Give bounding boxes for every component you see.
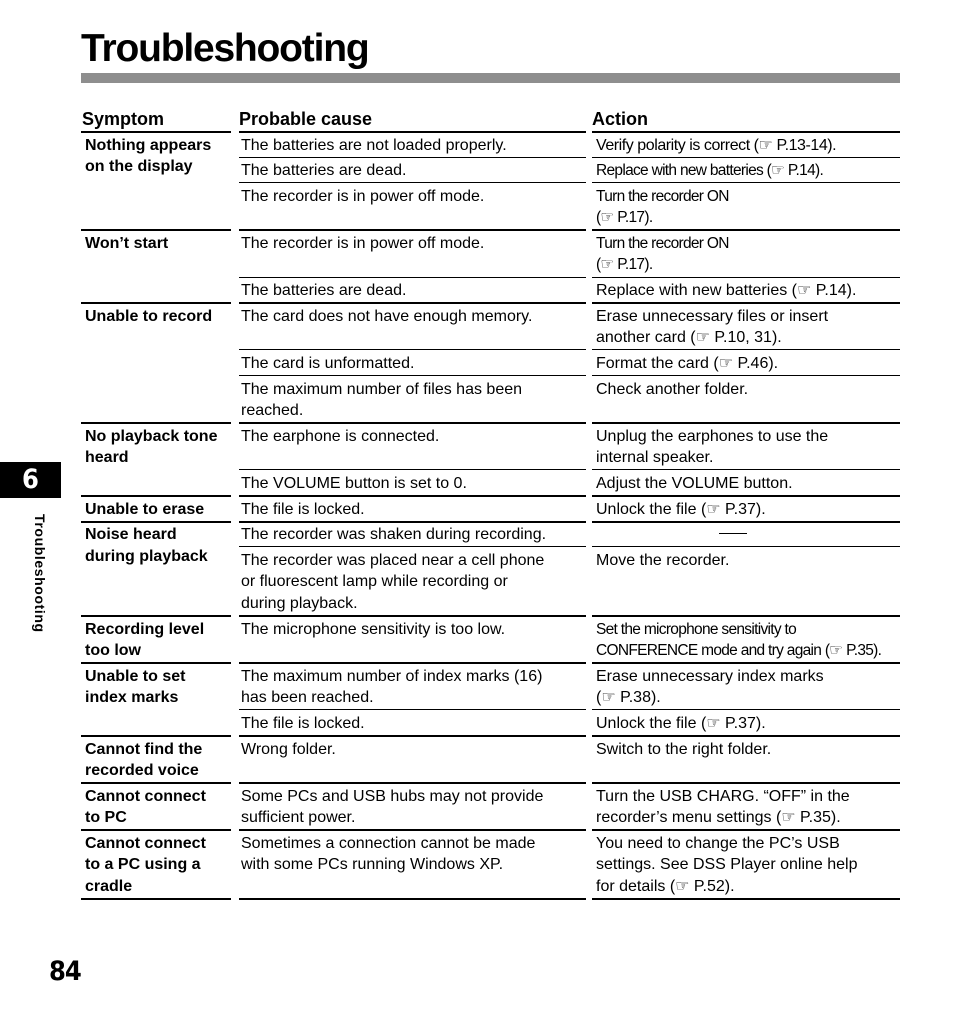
probable-cause-cell-line: The file is locked. <box>241 500 365 518</box>
group-divider <box>81 495 231 497</box>
action-cell-line: Format the card (☞ P.46). <box>596 354 779 372</box>
symptom-cell-line: index marks <box>85 689 179 707</box>
symptom-cell <box>85 135 231 178</box>
action-cell <box>596 280 898 302</box>
action-cell <box>596 233 898 276</box>
action-cell-line: Turn the recorder ON <box>596 187 729 205</box>
row-divider <box>239 615 586 617</box>
row-divider <box>239 546 586 547</box>
row-divider <box>239 182 586 183</box>
row-divider <box>592 829 900 831</box>
row-divider <box>239 495 586 497</box>
probable-cause-cell <box>241 619 581 641</box>
probable-cause-cell-line: or fluorescent lamp while recording or <box>241 573 508 591</box>
group-divider <box>81 829 231 831</box>
chapter-side-label: Troubleshooting <box>32 514 48 633</box>
symptom-cell <box>85 666 231 709</box>
symptom-cell-line: Unable to set <box>85 667 186 685</box>
probable-cause-cell <box>241 666 581 709</box>
row-divider <box>592 277 900 278</box>
row-divider <box>592 709 900 710</box>
row-divider <box>592 229 900 231</box>
group-divider <box>81 521 231 523</box>
group-divider <box>81 302 231 304</box>
row-divider <box>592 898 900 900</box>
probable-cause-cell-line: The recorder was shaken during recording. <box>241 526 547 544</box>
symptom-cell <box>85 306 231 328</box>
group-divider <box>81 735 231 737</box>
probable-cause-cell <box>241 550 581 615</box>
header-rule <box>592 131 900 133</box>
probable-cause-cell <box>241 426 581 448</box>
action-cell <box>596 160 898 182</box>
row-divider <box>239 469 586 470</box>
action-cell <box>596 713 898 735</box>
action-cell-line: Erase unnecessary files or insert <box>596 307 829 325</box>
row-divider <box>239 709 586 710</box>
action-cell-line: Unlock the file (☞ P.37). <box>596 500 766 518</box>
row-divider <box>239 898 586 900</box>
probable-cause-cell <box>241 833 581 876</box>
action-cell-line: Set the microphone sensitivity to <box>596 620 797 638</box>
symptom-cell-line: Cannot connect <box>85 787 206 805</box>
symptom-cell-line: Nothing appears <box>85 136 212 154</box>
probable-cause-cell <box>241 739 581 761</box>
action-cell <box>596 550 898 572</box>
probable-cause-cell-line: The earphone is connected. <box>241 427 440 445</box>
probable-cause-cell-line: The microphone sensitivity is too low. <box>241 620 506 638</box>
symptom-cell-line: Cannot connect <box>85 834 206 852</box>
action-cell <box>596 353 898 375</box>
probable-cause-cell <box>241 473 581 495</box>
row-divider <box>592 521 900 523</box>
probable-cause-cell-line: with some PCs running Windows XP. <box>241 856 504 874</box>
action-cell-line: recorder’s menu settings (☞ P.35). <box>596 809 841 827</box>
row-divider <box>239 375 586 376</box>
symptom-cell-line: heard <box>85 449 129 467</box>
probable-cause-cell-line: The VOLUME button is set to 0. <box>241 474 467 492</box>
action-cell-line: Unplug the earphones to use the <box>596 427 829 445</box>
action-cell-line: Move the recorder. <box>596 551 730 569</box>
probable-cause-cell <box>241 280 581 302</box>
symptom-cell-line: to PC <box>85 809 127 827</box>
action-cell-line: Verify polarity is correct (☞ P.13-14). <box>596 136 837 154</box>
symptom-cell <box>85 524 231 567</box>
action-cell-line: (☞ P.38). <box>596 689 661 707</box>
row-divider <box>592 615 900 617</box>
row-divider <box>592 375 900 376</box>
symptom-cell-line: Won’t start <box>85 234 169 252</box>
symptom-cell-line: Unable to erase <box>85 500 205 518</box>
probable-cause-cell-line: The maximum number of index marks (16) <box>241 667 543 685</box>
probable-cause-cell-line: Wrong folder. <box>241 740 336 758</box>
row-divider <box>239 229 586 231</box>
row-divider <box>592 422 900 424</box>
row-divider <box>592 546 900 547</box>
action-cell-line: (☞ P.17). <box>596 209 653 227</box>
action-cell <box>596 135 898 157</box>
action-cell-line: for details (☞ P.52). <box>596 878 735 896</box>
row-divider <box>592 302 900 304</box>
row-divider <box>239 157 586 158</box>
probable-cause-cell-line: The card is unformatted. <box>241 354 415 372</box>
action-cell <box>596 619 898 662</box>
symptom-cell-line: No playback tone <box>85 427 218 445</box>
probable-cause-cell-line: The maximum number of files has been <box>241 380 523 398</box>
header-rule <box>81 131 231 133</box>
symptom-cell-line: to a PC using a <box>85 856 201 874</box>
action-cell-line: You need to change the PC’s USB <box>596 834 840 852</box>
row-divider <box>239 521 586 523</box>
page-number: 84 <box>49 956 81 987</box>
row-divider <box>239 277 586 278</box>
row-divider <box>592 735 900 737</box>
action-cell-line: Turn the recorder ON <box>596 234 729 252</box>
probable-cause-cell-line: The recorder was placed near a cell phone <box>241 551 545 569</box>
action-cell <box>596 739 898 761</box>
probable-cause-cell-line: The batteries are dead. <box>241 282 407 300</box>
probable-cause-cell <box>241 524 581 546</box>
group-divider <box>81 898 231 900</box>
action-cell-line: settings. See DSS Player online help <box>596 856 858 874</box>
page-title: Troubleshooting <box>81 27 369 70</box>
action-cell <box>596 426 898 469</box>
symptom-cell-line: Unable to record <box>85 307 213 325</box>
action-cell-line: Erase unnecessary index marks <box>596 667 824 685</box>
probable-cause-cell-line: The batteries are dead. <box>241 162 407 180</box>
action-cell <box>596 833 898 898</box>
action-cell-line: Replace with new batteries (☞ P.14). <box>596 282 857 300</box>
action-cell-line: Turn the USB CHARG. “OFF” in the <box>596 787 850 805</box>
action-cell <box>596 666 898 709</box>
row-divider <box>592 782 900 784</box>
action-cell-line: Adjust the VOLUME button. <box>596 474 793 492</box>
probable-cause-cell-line: The file is locked. <box>241 714 365 732</box>
probable-cause-cell-line: reached. <box>241 402 304 420</box>
column-header-action: Action <box>592 109 648 129</box>
symptom-cell-line: Recording level <box>85 620 205 638</box>
row-divider <box>592 469 900 470</box>
header-rule <box>239 131 586 133</box>
probable-cause-cell <box>241 160 581 182</box>
probable-cause-cell <box>241 499 581 521</box>
probable-cause-cell-line: The recorder is in power off mode. <box>241 187 485 205</box>
row-divider <box>592 662 900 664</box>
row-divider <box>239 829 586 831</box>
action-cell-line: Replace with new batteries (☞ P.14). <box>596 162 824 180</box>
symptom-cell <box>85 833 231 898</box>
probable-cause-cell <box>241 353 581 375</box>
probable-cause-cell <box>241 233 581 255</box>
probable-cause-cell-line: sufficient power. <box>241 809 356 827</box>
action-cell-line: CONFERENCE mode and try again (☞ P.35). <box>596 642 882 660</box>
action-cell-line: another card (☞ P.10, 31). <box>596 329 782 347</box>
symptom-cell <box>85 786 231 829</box>
group-divider <box>81 422 231 424</box>
row-divider <box>239 349 586 350</box>
probable-cause-cell-line: Some PCs and USB hubs may not provide <box>241 787 544 805</box>
probable-cause-cell-line: The card does not have enough memory. <box>241 307 533 325</box>
probable-cause-cell <box>241 379 581 422</box>
symptom-cell <box>85 499 231 521</box>
symptom-cell-line: too low <box>85 642 141 660</box>
symptom-cell <box>85 619 231 662</box>
symptom-cell <box>85 426 231 469</box>
row-divider <box>592 495 900 497</box>
symptom-cell-line: Noise heard <box>85 526 177 544</box>
action-cell <box>596 473 898 495</box>
probable-cause-cell-line: has been reached. <box>241 689 374 707</box>
symptom-cell-line: recorded voice <box>85 762 199 780</box>
probable-cause-cell-line: The recorder is in power off mode. <box>241 234 485 252</box>
action-cell-line: Unlock the file (☞ P.37). <box>596 714 766 732</box>
probable-cause-cell-line: Sometimes a connection cannot be made <box>241 834 536 852</box>
row-divider <box>239 735 586 737</box>
action-cell <box>596 786 898 829</box>
row-divider <box>592 157 900 158</box>
symptom-cell <box>85 739 231 782</box>
symptom-cell-line: on the display <box>85 158 193 176</box>
probable-cause-cell <box>241 135 581 157</box>
action-cell-line: Check another folder. <box>596 380 749 398</box>
group-divider <box>81 615 231 617</box>
row-divider <box>239 662 586 664</box>
symptom-cell-line: Cannot find the <box>85 740 203 758</box>
row-divider <box>239 422 586 424</box>
column-header-cause: Probable cause <box>239 109 373 129</box>
action-cell <box>596 499 898 521</box>
group-divider <box>81 229 231 231</box>
action-cell-line: internal speaker. <box>596 449 714 467</box>
probable-cause-cell <box>241 713 581 735</box>
row-divider <box>239 302 586 304</box>
probable-cause-cell-line: The batteries are not loaded properly. <box>241 136 507 154</box>
symptom-cell-line: cradle <box>85 878 133 896</box>
row-divider <box>592 182 900 183</box>
column-header-symptom: Symptom <box>82 109 165 129</box>
group-divider <box>81 782 231 784</box>
probable-cause-cell <box>241 786 581 829</box>
action-cell <box>596 186 898 229</box>
chapter-number: 6 <box>22 464 39 495</box>
probable-cause-cell <box>241 306 581 328</box>
row-divider <box>592 349 900 350</box>
row-divider <box>239 782 586 784</box>
group-divider <box>81 662 231 664</box>
symptom-cell <box>85 233 231 255</box>
probable-cause-cell-line: during playback. <box>241 594 358 612</box>
action-cell-line: (☞ P.17). <box>596 256 653 274</box>
action-cell <box>596 379 898 401</box>
action-cell-line: Switch to the right folder. <box>596 740 772 758</box>
probable-cause-cell <box>241 186 581 208</box>
action-cell <box>596 306 898 349</box>
symptom-cell-line: during playback <box>85 547 208 565</box>
no-action-dash <box>719 533 747 534</box>
